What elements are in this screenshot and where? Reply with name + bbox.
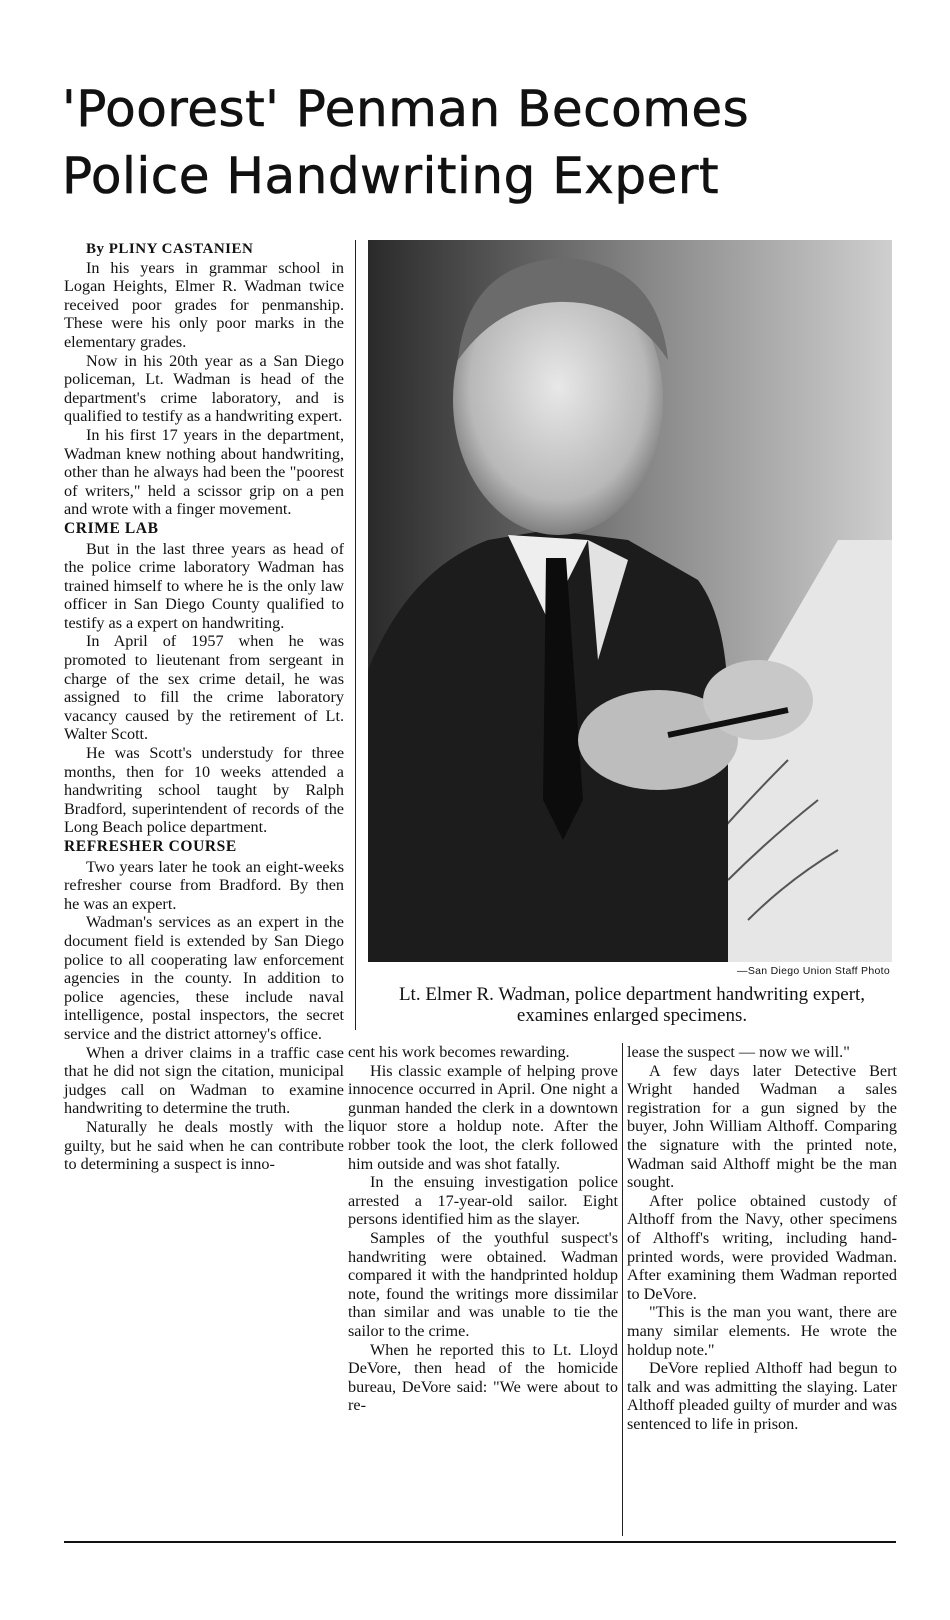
article-paragraph: In his first 17 years in the department, Wadman knew nothing about handwriting, other than he always had been the "poorest of writers," held a scissor grip on a pen and wrote with a finger movement. (64, 425, 344, 519)
article-paragraph: "This is the man you want, there are many similar elements. He wrote the holdup note." (627, 1303, 897, 1359)
article-paragraph: He was Scott's understudy for three months, then for 10 weeks attended a handwriting school taught by Ralph Bradford, superintendent of records of the Long Beach police department. (64, 744, 344, 837)
article-paragraph: Samples of the youthful suspect's handwriting were obtained. Wadman compared it with the handprinted holdup note, found the writings more dissimilar than similar and was unable to tie the sailor to the crime. (348, 1228, 618, 1340)
section-subhead: REFRESHER COURSE (64, 838, 237, 855)
article-paragraph: In April of 1957 when he was promoted to lieutenant from sergeant in charge of the sex crime detail, he was assigned to fill the crime laboratory vacancy caused by the retirement of Lt. Walter Scott. (64, 632, 344, 744)
photo-illustration (368, 240, 892, 962)
photo-caption: Lt. Elmer R. Wadman, police department handwriting expert, examines enlarged specimens. (398, 984, 866, 1026)
article-paragraph: When a driver claims in a traffic case that he did not sign the citation, municipal judges call on Wadman to examine handwriting to determine the truth. (64, 1043, 344, 1118)
article-paragraph: lease the suspect — now we will." (627, 1043, 850, 1061)
article-paragraph: Wadman's services as an expert in the document field is extended by San Diego police to all cooperating law enforcement agencies in the county. In addition to police agencies, these include naval intelligence, postal inspectors, the secret service and the district attorney's office. (64, 913, 344, 1043)
article-column-3 (627, 1043, 897, 1433)
column-rule (355, 240, 356, 1030)
article-paragraph: cent his work becomes rewarding. (348, 1043, 570, 1061)
article-paragraph: DeVore replied Althoff had begun to talk and was admitting the slaying. Later Althoff pleaded guilty of murder and was sentenced to life in prison. (627, 1359, 897, 1433)
article-paragraph: Naturally he deals mostly with the guilty, but he said when he can contribute to determining a suspect is inno- (64, 1117, 344, 1174)
section-subhead: CRIME LAB (64, 519, 159, 537)
headline-line-2: Police Handwriting Expert (62, 147, 720, 205)
bottom-rule (64, 1541, 896, 1543)
article-paragraph: When he reported this to Lt. Lloyd DeVore, then head of the homicide bureau, DeVore said: "We were about to re- (348, 1340, 618, 1415)
article-paragraph: But in the last three years as head of the police crime laboratory Wadman has trained himself to where he is the only law officer in San Diego County qualified to testify as a expert on handwriting. (64, 539, 344, 632)
article-paragraph: In his years in grammar school in Logan Heights, Elmer R. Wadman twice received poor grades for penmanship. These were his only poor marks in the elementary grades. (64, 258, 344, 351)
article-paragraph: In the ensuing investigation police arrested a 17-year-old sailor. Eight persons identified him as the slayer. (348, 1173, 618, 1229)
column-rule (622, 1043, 623, 1536)
photo-credit: —San Diego Union Staff Photo (737, 965, 890, 977)
article-column-1 (64, 240, 344, 1174)
article-paragraph: A few days later Detective Bert Wright handed Wadman a sales registration for a gun signed by the buyer, John William Althoff. Comparing the signature with the printed note, Wadman said Althoff might be the man sought. (627, 1061, 897, 1192)
article-paragraph: Two years later he took an eight-weeks refresher course from Bradford. By then he was an expert. (64, 857, 344, 913)
article-column-2 (348, 1043, 618, 1415)
headline (62, 76, 902, 210)
byline: By PLINY CASTANIEN (86, 241, 254, 257)
photo-wadman (368, 240, 892, 962)
article-paragraph: After police obtained custody of Althoff from the Navy, other specimens of Althoff's writing, including hand-printed words, were provided Wadman. After examining them Wadman reported to DeVore. (627, 1191, 897, 1303)
article-paragraph: Now in his 20th year as a San Diego policeman, Lt. Wadman is head of the department's crime laboratory, and is qualified to testify as a handwriting expert. (64, 351, 344, 426)
headline-line-1: 'Poorest' Penman Becomes (62, 80, 750, 138)
article-paragraph: His classic example of helping prove innocence occurred in April. One night a gunman handed the clerk in a downtown liquor store a holdup note. After the robber took the loot, the clerk followed him outside and was shot fatally. (348, 1061, 618, 1173)
